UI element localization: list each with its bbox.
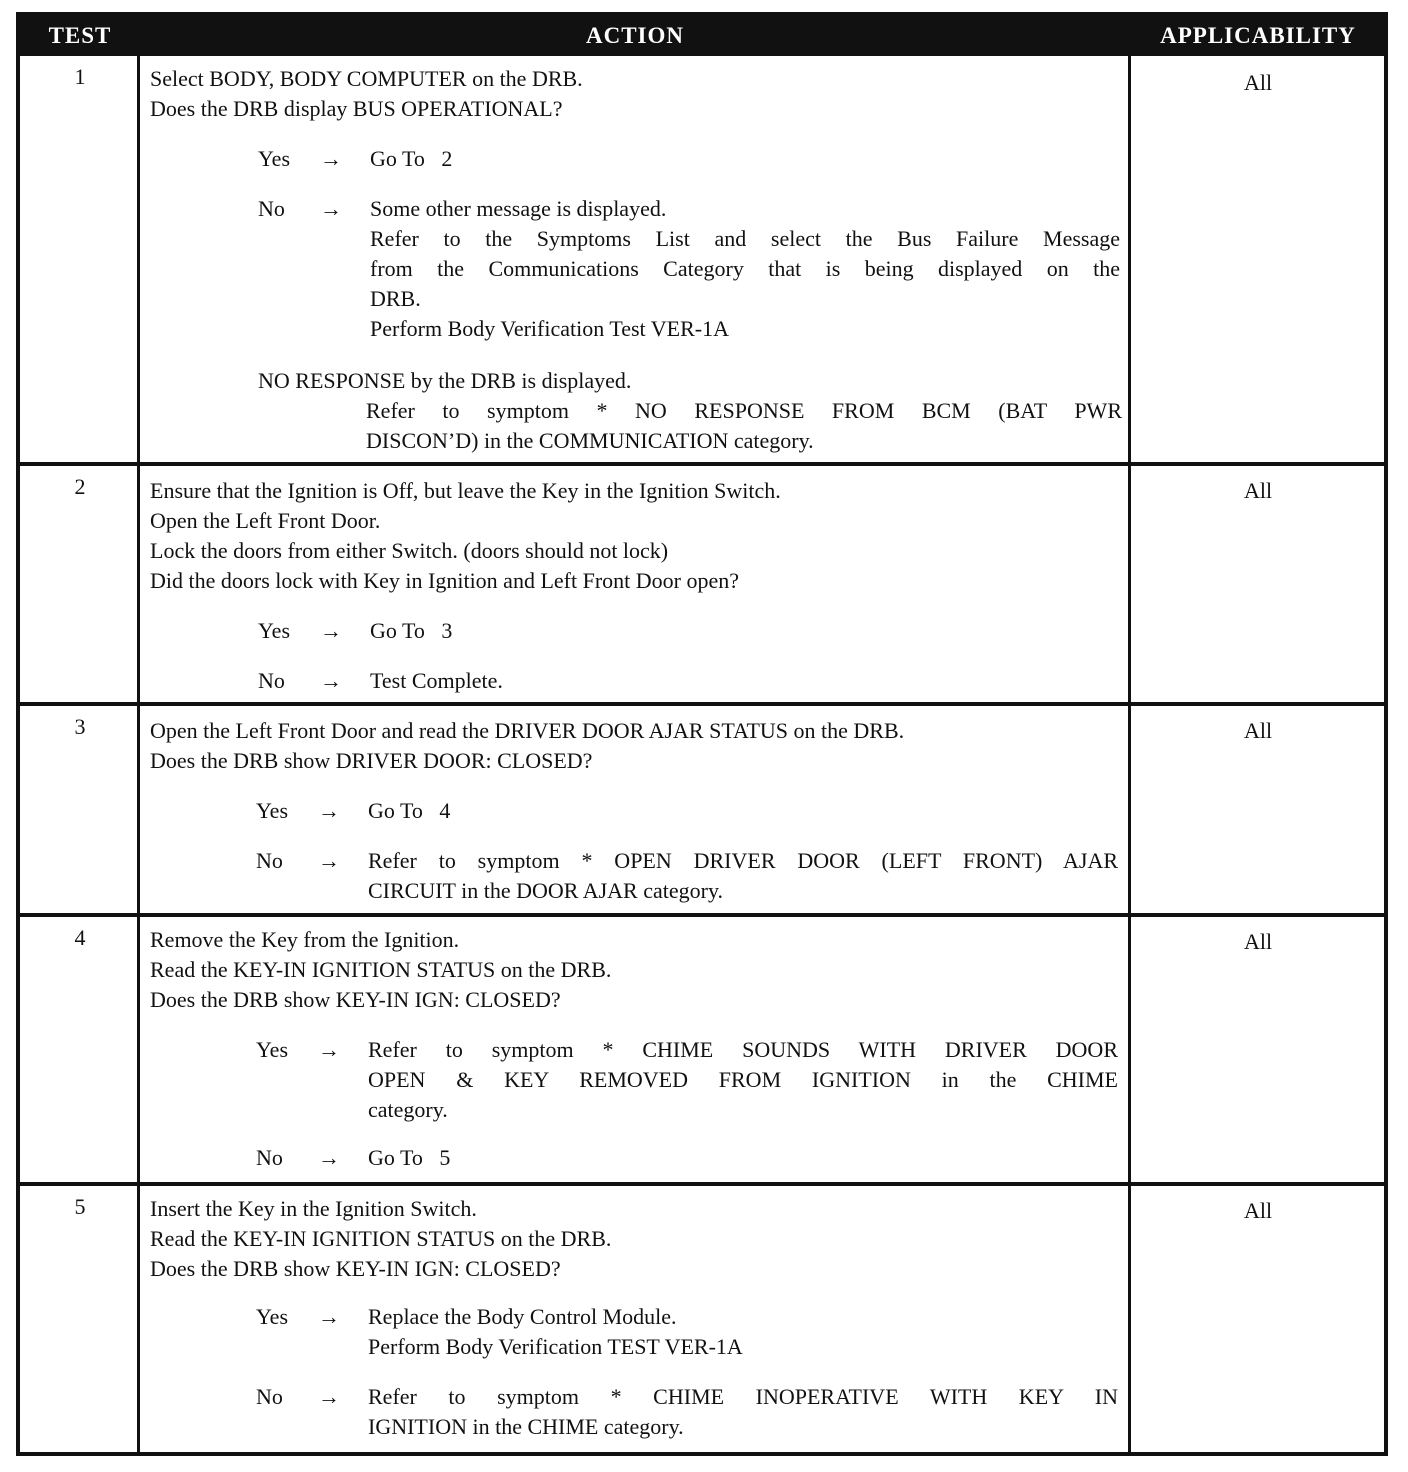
action-line: Insert the Key in the Ignition Switch. xyxy=(150,1196,477,1221)
action-line: Does the DRB show KEY-IN IGN: CLOSED? xyxy=(150,987,561,1012)
action-line: Read the KEY-IN IGNITION STATUS on the DRB. xyxy=(150,957,612,982)
action-line: Read the KEY-IN IGNITION STATUS on the DRB. xyxy=(150,1226,612,1251)
test-number: 4 xyxy=(74,925,86,950)
arrow-icon: → xyxy=(320,618,342,643)
test-number: 3 xyxy=(74,714,86,739)
yes-result: Go To 3 xyxy=(370,618,453,643)
yes-label: Yes xyxy=(256,1037,289,1062)
action-line: Remove the Key from the Ignition. xyxy=(150,927,460,952)
table-row xyxy=(20,917,1384,1182)
table-row xyxy=(20,706,1384,913)
no-label: No xyxy=(256,1145,283,1170)
arrow-icon: → xyxy=(318,798,340,823)
yes-result: Replace the Body Control Module. Perform Body Verification TEST VER-1A xyxy=(368,1304,743,1359)
header-action: ACTION xyxy=(585,23,684,48)
no-response-result: Refer to symptom * NO RESPONSE FROM BCM (BAT PWR DISCON’D) in the COMMUNICATION category. xyxy=(366,398,1122,453)
applicability-value: All xyxy=(1243,478,1273,503)
arrow-icon: → xyxy=(318,1037,340,1062)
table-row xyxy=(20,466,1384,702)
yes-label: Yes xyxy=(258,146,291,171)
arrow-icon: → xyxy=(318,1304,340,1329)
table-row xyxy=(20,56,1384,462)
yes-label: Yes xyxy=(256,1304,289,1329)
action-text xyxy=(150,476,1122,596)
no-result: Go To 5 xyxy=(368,1145,451,1170)
table-header xyxy=(20,16,1384,56)
action-line: Lock the doors from either Switch. (doors should not lock) xyxy=(150,538,669,563)
action-text xyxy=(150,925,1122,1015)
yes-result: Go To 4 xyxy=(368,798,451,823)
applicability-value: All xyxy=(1243,1198,1273,1223)
test-table xyxy=(16,12,1388,1456)
action-line: Open the Left Front Door and read the DRIVER DOOR AJAR STATUS on the DRB. xyxy=(150,718,905,743)
arrow-icon: → xyxy=(318,1145,340,1170)
no-label: No xyxy=(256,848,283,873)
action-line: Open the Left Front Door. xyxy=(150,508,381,533)
yes-result: Refer to symptom * CHIME SOUNDS WITH DRIVER DOOR OPEN & KEY REMOVED FROM IGNITION in the CHIME category. xyxy=(368,1037,1118,1122)
applicability-value: All xyxy=(1243,929,1273,954)
arrow-icon: → xyxy=(320,146,342,171)
action-line: Does the DRB show DRIVER DOOR: CLOSED? xyxy=(150,748,593,773)
yes-label: Yes xyxy=(256,798,289,823)
action-text xyxy=(150,1194,1122,1284)
no-response-label: NO RESPONSE by the DRB is displayed. xyxy=(258,368,632,393)
action-line: Ensure that the Ignition is Off, but leave the Key in the Ignition Switch. xyxy=(150,478,781,503)
applicability-value: All xyxy=(1243,718,1273,743)
action-line: Does the DRB display BUS OPERATIONAL? xyxy=(150,96,563,121)
action-line: Select BODY, BODY COMPUTER on the DRB. xyxy=(150,66,583,91)
header-test: TEST xyxy=(48,23,112,48)
no-result: Refer to symptom * CHIME INOPERATIVE WITH KEY IN IGNITION in the CHIME category. xyxy=(368,1384,1118,1439)
arrow-icon: → xyxy=(318,848,340,873)
test-number: 1 xyxy=(74,64,86,89)
action-line: Did the doors lock with Key in Ignition and Left Front Door open? xyxy=(150,568,740,593)
applicability-value: All xyxy=(1243,70,1273,95)
test-number: 2 xyxy=(74,474,86,499)
test-number: 5 xyxy=(74,1194,86,1219)
no-result: Some other message is displayed. Refer to the Symptoms List and select the Bus Failure Message from the Communications Category that is being displayed on the DRB. Perform Body Verification Test VER-1A xyxy=(370,196,1120,341)
arrow-icon: → xyxy=(318,1384,340,1409)
yes-label: Yes xyxy=(258,618,291,643)
no-result: Test Complete. xyxy=(370,668,503,693)
table-row xyxy=(20,1186,1384,1452)
action-text xyxy=(150,716,1122,776)
arrow-icon: → xyxy=(320,196,342,221)
no-label: No xyxy=(256,1384,283,1409)
header-applicability: APPLICABILITY xyxy=(1160,23,1356,48)
no-result: Refer to symptom * OPEN DRIVER DOOR (LEFT FRONT) AJAR CIRCUIT in the DOOR AJAR category. xyxy=(368,848,1118,903)
action-line: Does the DRB show KEY-IN IGN: CLOSED? xyxy=(150,1256,561,1281)
arrow-icon: → xyxy=(320,668,342,693)
action-text xyxy=(150,64,1122,124)
no-label: No xyxy=(258,668,285,693)
no-label: No xyxy=(258,196,285,221)
yes-result: Go To 2 xyxy=(370,146,453,171)
